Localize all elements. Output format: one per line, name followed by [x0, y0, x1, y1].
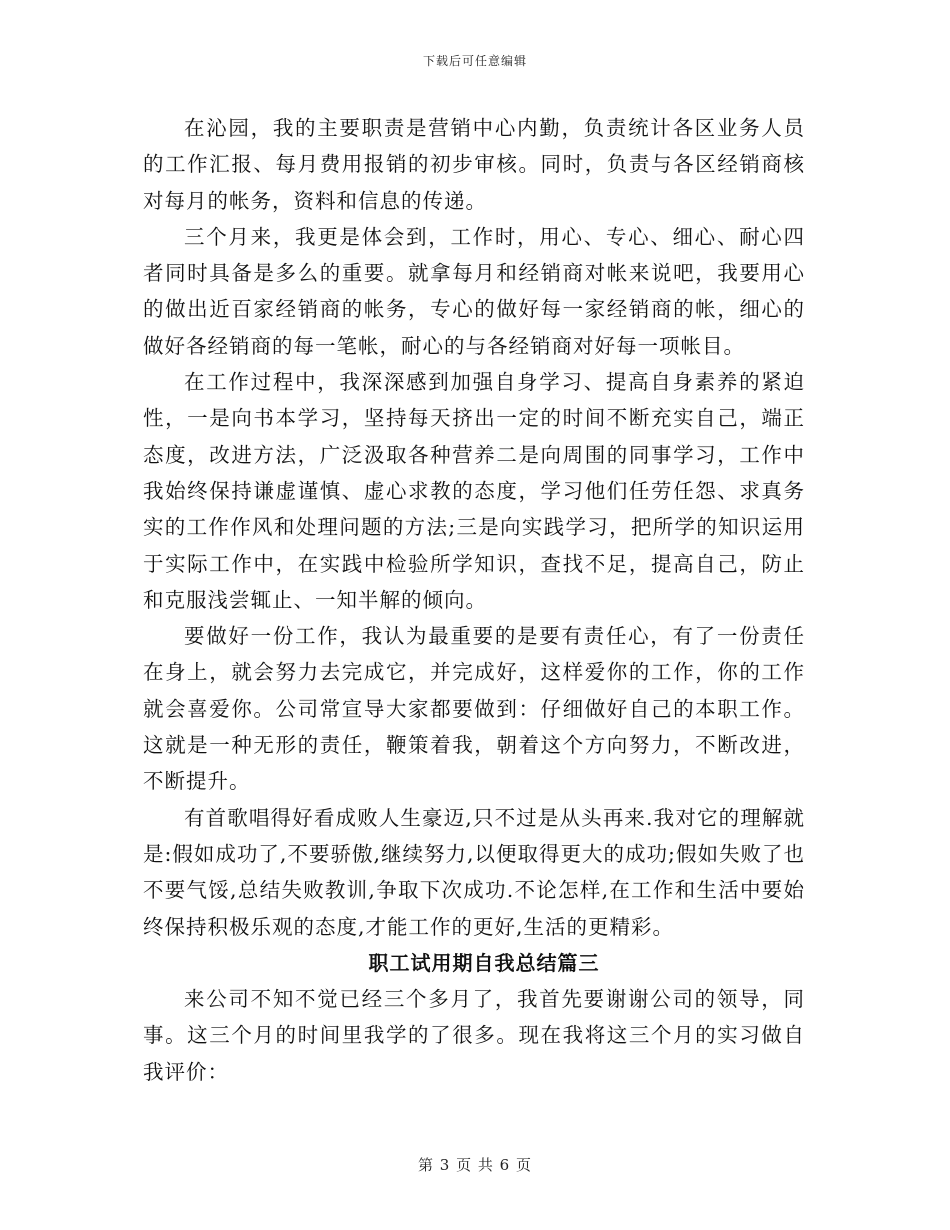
- section-heading: 职工试用期自我总结篇三: [368, 950, 600, 975]
- paragraph: 在沁园，我的主要职责是营销中心内勤，负责统计各区业务人员的工作汇报、每月费用报销的初步审核。同时，负责与各区经销商核对每月的帐务，资料和信息的传递。: [143, 116, 805, 213]
- paragraph: 三个月来，我更是体会到，工作时，用心、专心、细心、耐心四者同时具备是多么的重要。就拿每月和经销商对帐来说吧，我要用心的做出近百家经销商的帐务，专心的做好每一家经销商的帐，细心的做好各经销商的每一笔帐，耐心的与各经销商对好每一项帐目。: [143, 224, 805, 358]
- document-body: [143, 110, 805, 1090]
- page-number: 第 3 页 共 6 页: [418, 1156, 532, 1174]
- page-header: 下载后可任意编辑: [422, 54, 527, 68]
- paragraph: 要做好一份工作，我认为最重要的是要有责任心，有了一份责任在身上，就会努力去完成它，并完成好，这样爱你的工作，你的工作就会喜爱你。公司常宣导大家都要做到：仔细做好自己的本职工作。这就是一种无形的责任，鞭策着我，朝着这个方向努力，不断改进，不断提升。: [143, 624, 805, 794]
- paragraph: 在工作过程中，我深深感到加强自身学习、提高自身素养的紧迫性，一是向书本学习，坚持每天挤出一定的时间不断充实自己，端正态度，改进方法，广泛汲取各种营养二是向周围的同事学习，工作中我始终保持谦虚谨慎、虚心求教的态度，学习他们任劳任怨、求真务实的工作作风和处理问题的方法;三是向实践学习，把所学的知识运用于实际工作中，在实践中检验所学知识，查找不足，提高自己，防止和克服浅尝辄止、一知半解的倾向。: [143, 370, 805, 612]
- paragraph: 来公司不知不觉已经三个多月了，我首先要谢谢公司的领导，同事。这三个月的时间里我学的了很多。现在我将这三个月的实习做自我评价：: [143, 987, 805, 1084]
- paragraph: 有首歌唱得好看成败人生豪迈,只不过是从头再来.我对它的理解就是:假如成功了,不要骄傲,继续努力,以便取得更大的成功;假如失败了也不要气馁,总结失败教训,争取下次成功.不论怎样,在工作和生活中要始终保持积极乐观的态度,才能工作的更好,生活的更精彩。: [143, 805, 805, 939]
